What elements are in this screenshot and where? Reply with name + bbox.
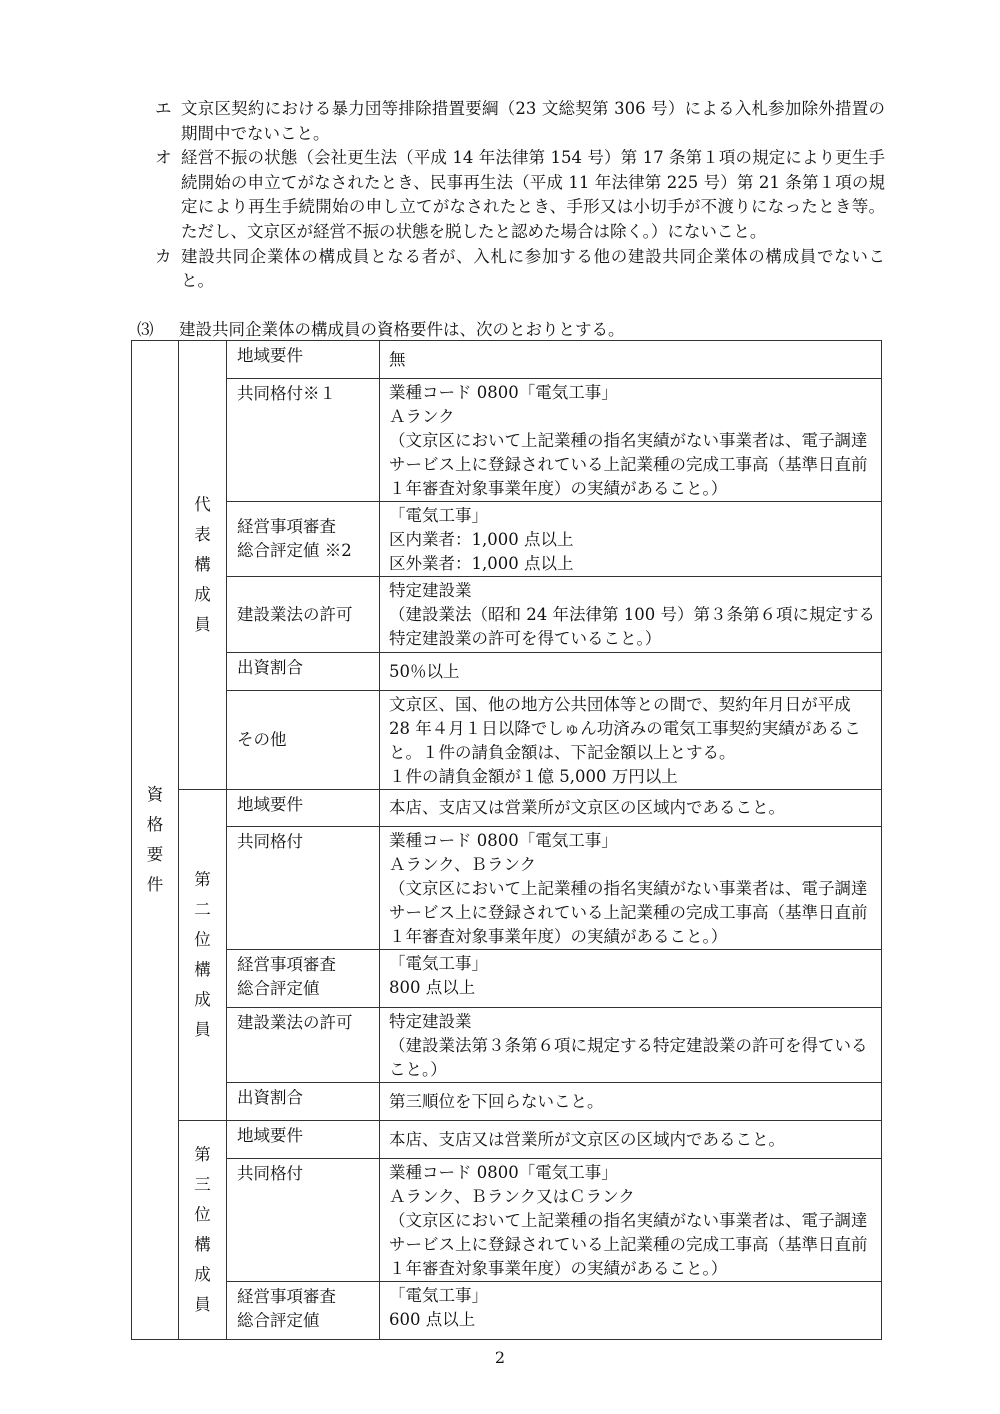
requirement-label-cell (227, 691, 380, 790)
requirement-label-cell (227, 653, 380, 691)
requirement-value-line: Ａランク (389, 407, 455, 426)
requirement-value-line: 無 (389, 349, 406, 369)
requirement-value-line: Ａランク、Ｂランク (389, 855, 537, 874)
requirement-value-cell (380, 950, 882, 1008)
item-marker: カ (155, 246, 172, 266)
requirement-value-line: 50％以上 (389, 661, 460, 681)
requirement-value-line: 業種コード 0800「電気工事」 (389, 831, 618, 850)
requirement-value-line: 「電気工事」 (389, 954, 488, 973)
requirement-value-line: 業種コード 0800「電気工事」 (389, 383, 618, 402)
requirement-label-cell (227, 379, 380, 502)
item-text: 経営不振の状態（会社更生法（平成 14 年法律第 154 号）第 17 条第１項の規定により更生手続開始の申立てがなされたとき、民事再生法（平成 11 年法律第 225 号）第 21 条第１項の規定により再生手続開始の申し立てがなされたとき、手形又は小切手が不渡りになったとき等。ただし、文京区が経営不振の状態を脱したと認めた場合は除く。）にないこと。 (181, 148, 885, 241)
requirement-label-cell (227, 1282, 380, 1340)
requirement-label: 地域要件 (237, 795, 303, 814)
section-text: 建設共同企業体の構成員の資格要件は、次のとおりとする。 (179, 320, 625, 339)
requirement-value-line: １件の請負金額が１億 5,000 万円以上 (389, 767, 678, 786)
table-row (132, 1008, 882, 1083)
list-item (155, 97, 885, 146)
requirement-value-line: 本店、支店又は営業所が文京区の区域内であること。 (389, 1129, 785, 1149)
requirement-items (155, 97, 885, 294)
requirement-value-cell (380, 691, 882, 790)
requirement-label-cell (227, 1159, 380, 1282)
member-cell (179, 790, 227, 1121)
table-row (132, 653, 882, 691)
item-marker: オ (155, 148, 172, 168)
requirement-value-line: 第三順位を下回らないこと。 (389, 1091, 604, 1111)
requirement-value-line: 特定建設業 (389, 1012, 472, 1031)
item-marker: エ (155, 99, 172, 118)
requirement-label: 総合評定値 (237, 1311, 320, 1330)
requirement-value-cell (380, 653, 882, 691)
requirement-value-cell (380, 1083, 882, 1121)
requirement-value-line: 「電気工事」 (389, 506, 488, 525)
requirement-label: 地域要件 (237, 1126, 303, 1145)
item-text: 建設共同企業体の構成員となる者が、入札に参加する他の建設共同企業体の構成員でないこと。 (181, 246, 885, 291)
requirement-value-line: （建設業法（昭和 24 年法律第 100 号）第３条第６項に規定する特定建設業の許可を得ていること。） (389, 605, 875, 648)
requirement-value-line: 800 点以上 (389, 978, 476, 997)
page-number: 2 (494, 1348, 506, 1367)
requirement-label: 地域要件 (237, 346, 303, 365)
category-label: 資格要件 (146, 785, 164, 894)
requirement-value-line: 文京区、国、他の地方公共団体等との間で、契約年月日が平成 28 年４月１日以降でしゅん功済みの電気工事契約実績があること。１件の請負金額は、下記金額以上とする。 (389, 695, 861, 762)
section-marker: ⑶ (137, 320, 154, 339)
table-row (132, 691, 882, 790)
table-row (132, 790, 882, 827)
requirement-value-line: 区内業者：1,000 点以上 (389, 530, 574, 549)
requirement-label: 共同格付 (237, 832, 303, 851)
member-cell (179, 341, 227, 790)
requirement-label: 経営事項審査 (237, 517, 336, 536)
requirement-value-line: 業種コード 0800「電気工事」 (389, 1163, 618, 1182)
table-row (132, 950, 882, 1008)
requirement-value-line: 「電気工事」 (389, 1286, 488, 1305)
requirement-value-line: 600 点以上 (389, 1310, 476, 1329)
requirement-label-cell (227, 950, 380, 1008)
requirement-value-cell (380, 1282, 882, 1340)
requirement-value-line: 特定建設業 (389, 581, 472, 600)
table-row (132, 577, 882, 653)
member-label: 第二位構成員 (194, 870, 211, 1039)
requirement-label: 共同格付 (237, 1164, 303, 1183)
requirement-label-cell (227, 827, 380, 950)
requirement-value-cell (380, 1121, 882, 1159)
table-row (132, 1282, 882, 1340)
requirement-value-line: （文京区において上記業種の指名実績がない事業者は、電子調達サービス上に登録されている上記業種の完成工事高（基準日直前１年審査対象事業年度）の実績があること。） (389, 879, 868, 946)
requirement-value-cell (380, 1159, 882, 1282)
requirement-value-line: 区外業者：1,000 点以上 (389, 554, 574, 573)
requirement-label: 経営事項審査 (237, 1287, 336, 1306)
list-item (155, 146, 885, 244)
requirement-label-cell (227, 790, 380, 827)
requirement-value-line: （文京区において上記業種の指名実績がない事業者は、電子調達サービス上に登録されている上記業種の完成工事高（基準日直前１年審査対象事業年度）の実績があること。） (389, 431, 868, 498)
requirement-value-cell (380, 341, 882, 379)
requirement-value-line: （建設業法第３条第６項に規定する特定建設業の許可を得ていること。） (389, 1036, 868, 1079)
requirement-label: その他 (237, 730, 287, 749)
requirement-value-cell (380, 790, 882, 827)
table-row (132, 1083, 882, 1121)
requirement-value-cell (380, 577, 882, 653)
requirement-label-cell (227, 341, 380, 379)
table-row (132, 379, 882, 502)
requirement-value-line: （文京区において上記業種の指名実績がない事業者は、電子調達サービス上に登録されている上記業種の完成工事高（基準日直前１年審査対象事業年度）の実績があること。） (389, 1211, 868, 1278)
item-text: 文京区契約における暴力団等排除措置要綱（23 文総契第 306 号）による入札参加除外措置の期間中でないこと。 (181, 99, 885, 143)
requirement-value-cell (380, 502, 882, 577)
requirement-label: 総合評定値 ※2 (237, 541, 352, 560)
requirement-value-line: 本店、支店又は営業所が文京区の区域内であること。 (389, 798, 785, 817)
table-row (132, 1121, 882, 1159)
requirement-label: 建設業法の許可 (237, 604, 353, 624)
requirement-value-cell (380, 379, 882, 502)
category-cell (132, 341, 179, 1340)
table-row (132, 827, 882, 950)
requirement-label: 共同格付※１ (237, 384, 336, 403)
requirement-label-cell (227, 1121, 380, 1159)
requirement-value-line: Ａランク、Ｂランク又はＣランク (389, 1187, 635, 1206)
member-cell (179, 1121, 227, 1340)
member-label: 第三位構成員 (194, 1145, 211, 1314)
requirement-label-cell (227, 1083, 380, 1121)
qualification-table (131, 340, 882, 1340)
requirement-value-cell (380, 1008, 882, 1083)
list-item (155, 245, 885, 294)
section-heading (137, 318, 625, 342)
requirement-label: 建設業法の許可 (237, 1013, 353, 1032)
requirement-label-cell (227, 1008, 380, 1083)
requirement-value-cell (380, 827, 882, 950)
member-label: 代表構成員 (194, 495, 211, 634)
requirement-label-cell (227, 502, 380, 577)
requirement-label: 総合評定値 (237, 979, 320, 998)
table-row (132, 502, 882, 577)
requirement-label: 経営事項審査 (237, 955, 336, 974)
requirement-label: 出資割合 (237, 1088, 303, 1107)
table-row (132, 341, 882, 379)
table-row (132, 1159, 882, 1282)
requirement-label-cell (227, 577, 380, 653)
requirement-label: 出資割合 (237, 658, 303, 677)
